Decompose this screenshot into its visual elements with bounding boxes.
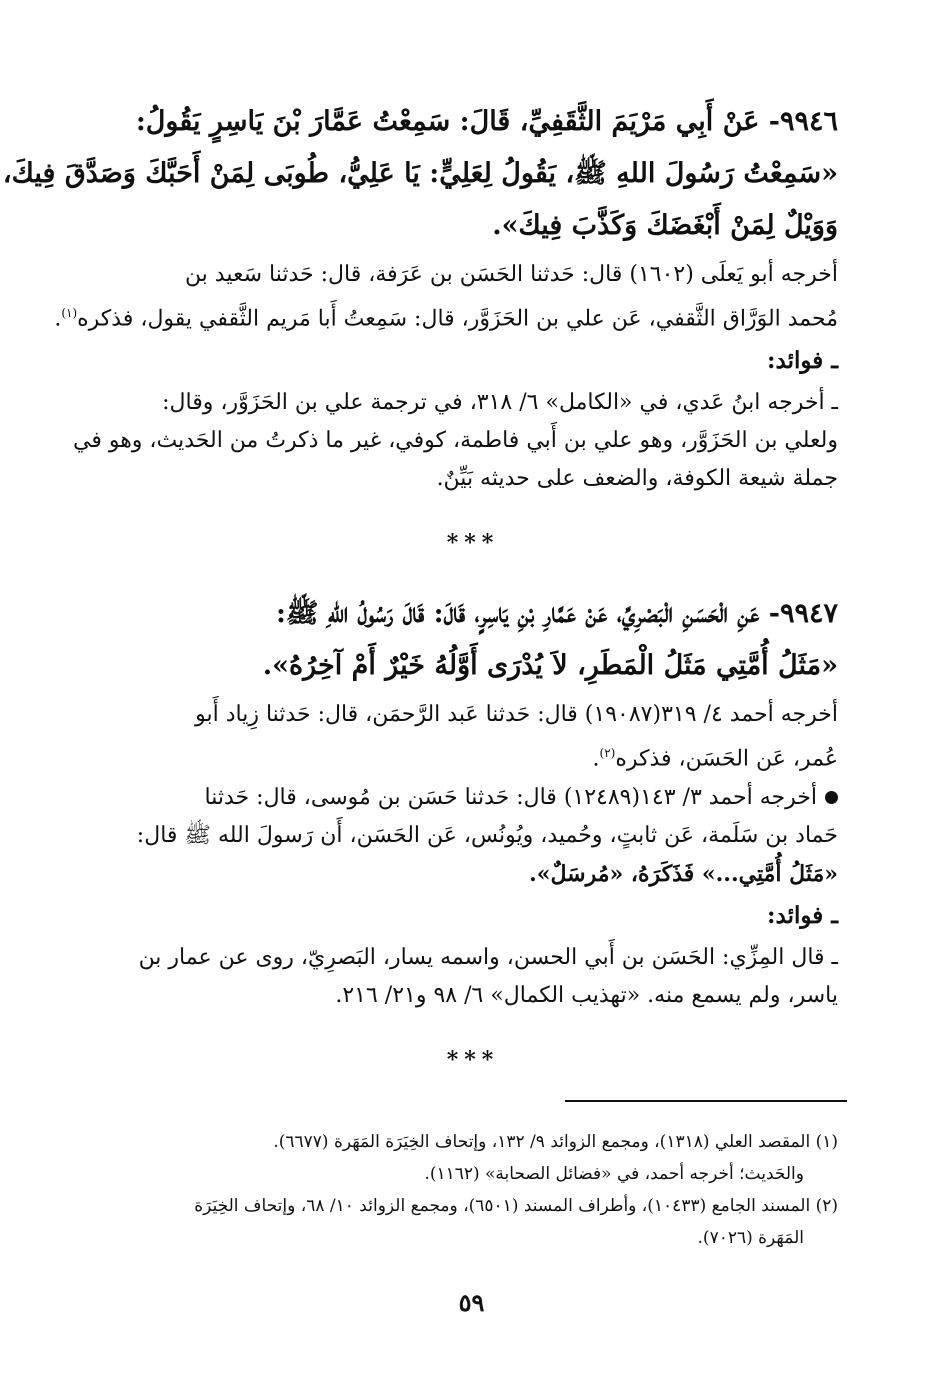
hadith-line: «سَمِعْتُ رَسُولَ اللهِ ﷺ، يَقُولُ لِعَلِيٍّ: يَا عَلِيُّ، طُوبَى لِمَنْ أَحَبَّكَ وَصَدَّقَ فِيكَ، [2,158,838,189]
footnote-divider [565,1100,847,1102]
footnote-1: (١) المقصد العلي (١٣١٨)، ومجمع الزوائد ٩/ ١٣٢، وإتحاف الخِيَرَة المَهَرة (٦٦٧٧). [273,1132,838,1152]
takhrij-9946 [54,256,838,338]
fawaid-heading: ـ فوائد: [767,347,838,375]
hadith-line: وَوَيْلٌ لِمَنْ أَبْغَضَكَ وَكَذَّبَ فِيكَ». [492,210,838,241]
bullet-line [108,779,838,817]
bullet-line: «مَثَلُ أُمَّتِي...» فَذَكَرَهُ، «مُرسَلٌ». [529,860,838,887]
hadith-line: «مَثَلُ أُمَّتِي مَثَلُ الْمَطَرِ، لاَ يُدْرَى أَوَّلُهُ خَيْرٌ أَمْ آخِرُهُ». [262,650,838,682]
fawaid-line: ـ أخرجه ابنُ عَدي، في «الكامل» ٦/ ٣١٨، في ترجمة علي بن الحَزَوَّر، وقال: [162,390,838,416]
period: . [54,306,62,332]
footnotes [108,1126,838,1254]
takhrij-9947 [108,696,838,892]
fawaid-line: ـ قال المِزِّي: الحَسَن بن أَبي الحسن، واسمه يسار، البَصرِيّ، روى عن عمار بن [138,944,838,970]
fawaid-line: جملة شيعة الكوفة، والضعف على حديثه بَيِّنٌ. [436,466,838,492]
footnote-marker[interactable]: (١) [61,306,78,320]
takhrij-text: عُمر، عَن الحَسَن، فذكره [615,746,838,772]
page-body [2,96,838,1105]
footnote-marker[interactable]: (٢) [599,746,616,761]
section-separator: *** [446,530,500,557]
period: . [592,746,600,772]
takhrij-line [54,294,838,338]
bullet-icon [825,791,838,804]
takhrij-text: مُحمد الوَرَّاق الثَّقفي، عَن علي بن الحَزَوَّر، قال: سَمِعتُ أَبا مَريم الثَّقفي يقول، فذكره [77,306,838,332]
hadith-line: ٩٩٤٦- عَنْ أَبِي مَرْيَمَ الثَّقَفِيِّ، قَالَ: سَمِعْتُ عَمَّارَ بْنَ يَاسِرٍ يَقُولُ: [135,106,838,137]
takhrij-line: أخرجه أحمد ٤/ ٣١٩(١٩٠٨٧) قال: حَدثنا عَبد الرَّحمَن، قال: حَدثنا زِياد أَبو [195,702,838,728]
page-number: ٥٩ [458,1288,485,1317]
bullet-text: أخرجه أحمد ٣/ ١٤٣(١٢٤٨٩) قال: حَدثنا حَسَن بن مُوسى، قال: حَدثنا [204,784,817,810]
takhrij-line [108,734,838,778]
fawaid-line: ياسر، ولم يسمع منه. «تهذيب الكمال» ٦/ ٩٨ و٢١/ ٢١٦. [335,982,838,1008]
footnote-2: (٢) المسند الجامع (١٠٤٣٣)، وأطراف المسند (٦٥٠١)، ومجمع الزوائد ١٠/ ٦٨، وإتحاف الخِيَرَة [194,1196,838,1216]
hadith-line: ٩٩٤٧- عَنِ الْحَسَنِ الْبَصْرِيِّ، عَنْ عَمَّارِ بْنِ يَاسِرٍ، قَالَ: قَالَ رَسُولُ اللهِ ﷺ: [275,598,838,630]
fawaid-2 [108,939,838,1015]
takhrij-line: أخرجه أبو يَعلَى (١٦٠٢) قال: حَدثنا الحَسَن بن عَرَفة، قال: حَدثنا سَعيد بن [184,262,838,287]
footnote-2-continued: المَهَرة (٧٠٢٦). [697,1228,804,1248]
hadith-9947 [108,588,838,692]
section-separator: *** [446,1046,500,1073]
fawaid-1 [72,384,838,498]
fawaid-heading: ـ فوائد: [767,901,838,929]
fawaid-line: ولعلي بن الحَزَوَّر، وهو علي بن أَبي فاطمة، كوفي، غير ما ذكرتُ من الحَديث، وهو في [72,428,838,454]
hadith-9946 [2,96,838,252]
bullet-line: حَماد بن سَلَمة، عَن ثابتٍ، وحُميد، ويُونُس، عَن الحَسَن، أَن رَسولَ الله ﷺ قال: [136,822,838,848]
footnote-1-continued: والحَديث؛ أخرجه أحمد، في «فضائل الصحابة» (١١٦٢). [424,1164,804,1184]
